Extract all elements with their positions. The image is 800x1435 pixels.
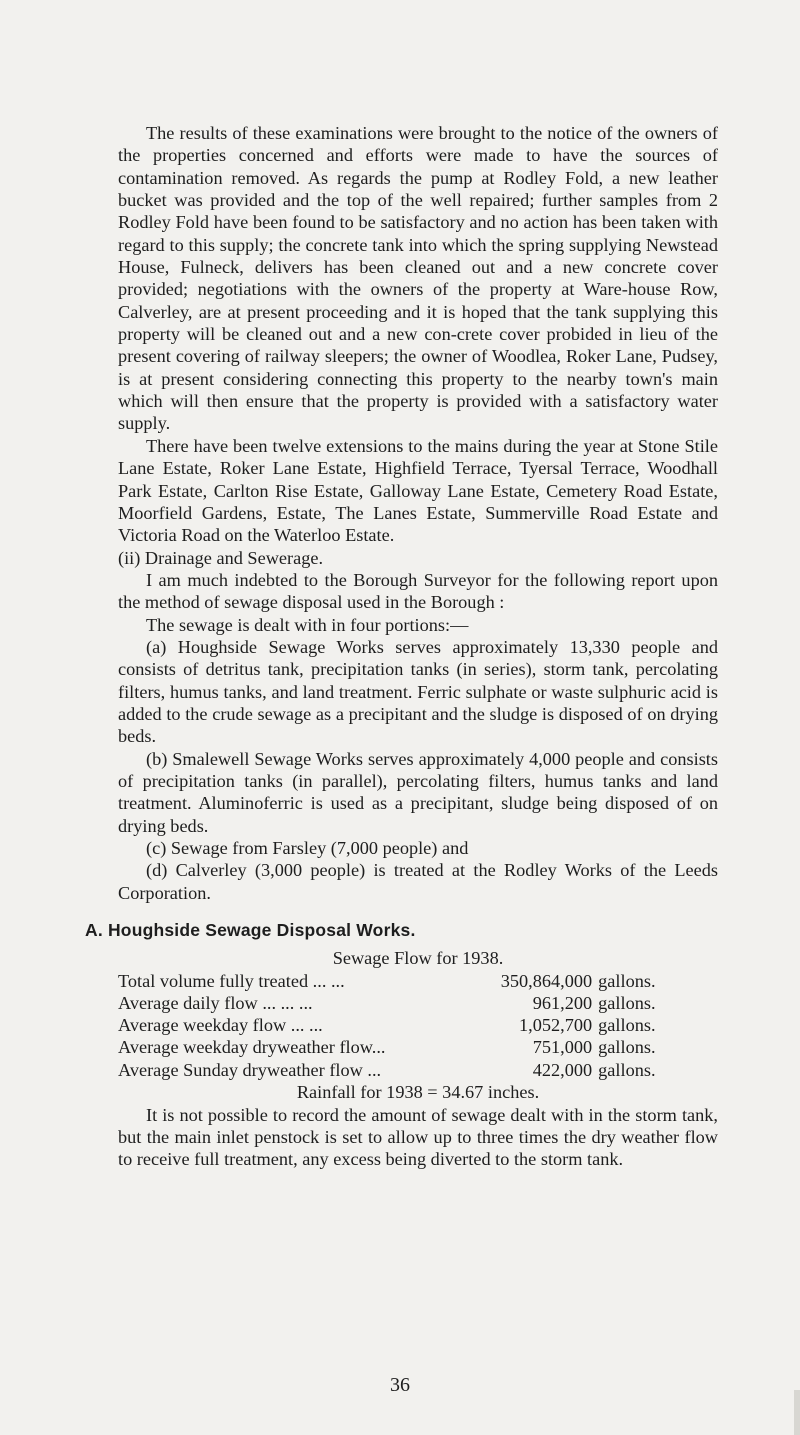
- table-row: [118, 1014, 718, 1036]
- table-row: [118, 970, 718, 992]
- paragraph-contamination: The results of these examinations were brought to the notice of the owners of the properties concerned and efforts were made to have the sources of contamination removed. As regards the pump at Rodley Fold, a new leather bucket was provided and the top of the well repaired; further samples from 2 Rodley Fold have been found to be satisfactory and no action has been taken with regard to this supply; the concrete tank into which the spring supplying Newstead House, Fulneck, delivers has been cleaned out and a new concrete cover provided; negotiations with the owners of the property at Ware-house Row, Calverley, are at present proceeding and it is hoped that the tank supplying this property will be cleaned out and a new con-crete cover probided in lieu of the present covering of railway sleepers; the owner of Woodlea, Roker Lane, Pudsey, is at present considering connecting this property to the nearby town's main which will then ensure that the property is provided with a satisfactory water supply.: [118, 123, 718, 434]
- page-number: 36: [390, 1374, 410, 1396]
- row-value: 350,864,000: [500, 970, 593, 991]
- paragraph-four-portions: The sewage is dealt with in four portions:—: [146, 614, 469, 635]
- table-row: [118, 1036, 718, 1058]
- sewage-flow-table: [118, 970, 718, 1081]
- section-heading-drainage: (ii) Drainage and Sewerage.: [118, 547, 324, 568]
- rainfall-line: Rainfall for 1938 = 34.67 inches.: [296, 1082, 540, 1103]
- row-value: 751,000: [532, 1037, 593, 1058]
- paragraph-farsley: (c) Sewage from Farsley (7,000 people) and: [146, 838, 469, 858]
- row-label: Average Sunday dryweather flow ...: [118, 1059, 382, 1080]
- document-page: [85, 122, 718, 1171]
- table-row: [118, 1059, 718, 1081]
- row-unit: gallons.: [598, 970, 656, 991]
- row-label: Average weekday flow ... ...: [118, 1015, 323, 1036]
- row-label: Total volume fully treated ... ...: [118, 970, 345, 991]
- row-value: 1,052,700: [519, 1015, 593, 1036]
- paragraph-houghside: (a) Houghside Sewage Works serves approximately 13,330 people and consists of detritus tank, precipitation tanks (in series), storm tank, percolating filters, humus tanks, and land treatment. Ferric sulphate or waste sulphuric acid is added to the crude sewage as a precipitant and the sludge is disposed of on drying beds.: [118, 636, 718, 747]
- row-unit: gallons.: [598, 1059, 656, 1080]
- paragraph-calverley: (d) Calverley (3,000 people) is treated at the Rodley Works of the Leeds Corporation.: [118, 860, 718, 903]
- row-unit: gallons.: [598, 1015, 656, 1036]
- paragraph-surveyor-report: I am much indebted to the Borough Surveyor for the following report upon the method of sewage disposal used in the Borough :: [118, 569, 718, 613]
- paragraph-smalewell: (b) Smalewell Sewage Works serves approximately 4,000 people and consists of precipitation tanks (in parallel), percolating filters, humus tanks and land treatment. Aluminoferric is used as a precipitant, sludge being disposed of on drying beds.: [118, 748, 718, 836]
- page-edge-shadow: [794, 1390, 800, 1435]
- paragraph-storm-tank: It is not possible to record the amount of sewage dealt with in the storm tank, but the main inlet penstock is set to allow up to three times the dry weather flow to receive full treatment, any excess being diverted to the storm tank.: [118, 1104, 718, 1170]
- row-value: 422,000: [532, 1059, 593, 1080]
- section-heading-houghside-disposal: A. Houghside Sewage Disposal Works.: [85, 920, 416, 941]
- row-unit: gallons.: [598, 1037, 656, 1058]
- table-row: [118, 992, 718, 1014]
- row-label: Average weekday dryweather flow...: [118, 1037, 386, 1058]
- row-value: 961,200: [532, 992, 593, 1013]
- paragraph-mains-extensions: There have been twelve extensions to the mains during the year at Stone Stile Lane Estate, Roker Lane Estate, Highfield Terrace, Tyersal Terrace, Woodhall Park Estate, Carlton Rise Estate, Galloway Lane Estate, Cemetery Road Estate, Moorfield Gardens, Estate, The Lanes Estate, Summerville Road Estate and Victoria Road on the Waterloo Estate.: [118, 435, 718, 546]
- row-unit: gallons.: [598, 992, 656, 1013]
- row-label: Average daily flow ... ... ...: [118, 992, 313, 1013]
- sewage-flow-title: Sewage Flow for 1938.: [332, 948, 504, 969]
